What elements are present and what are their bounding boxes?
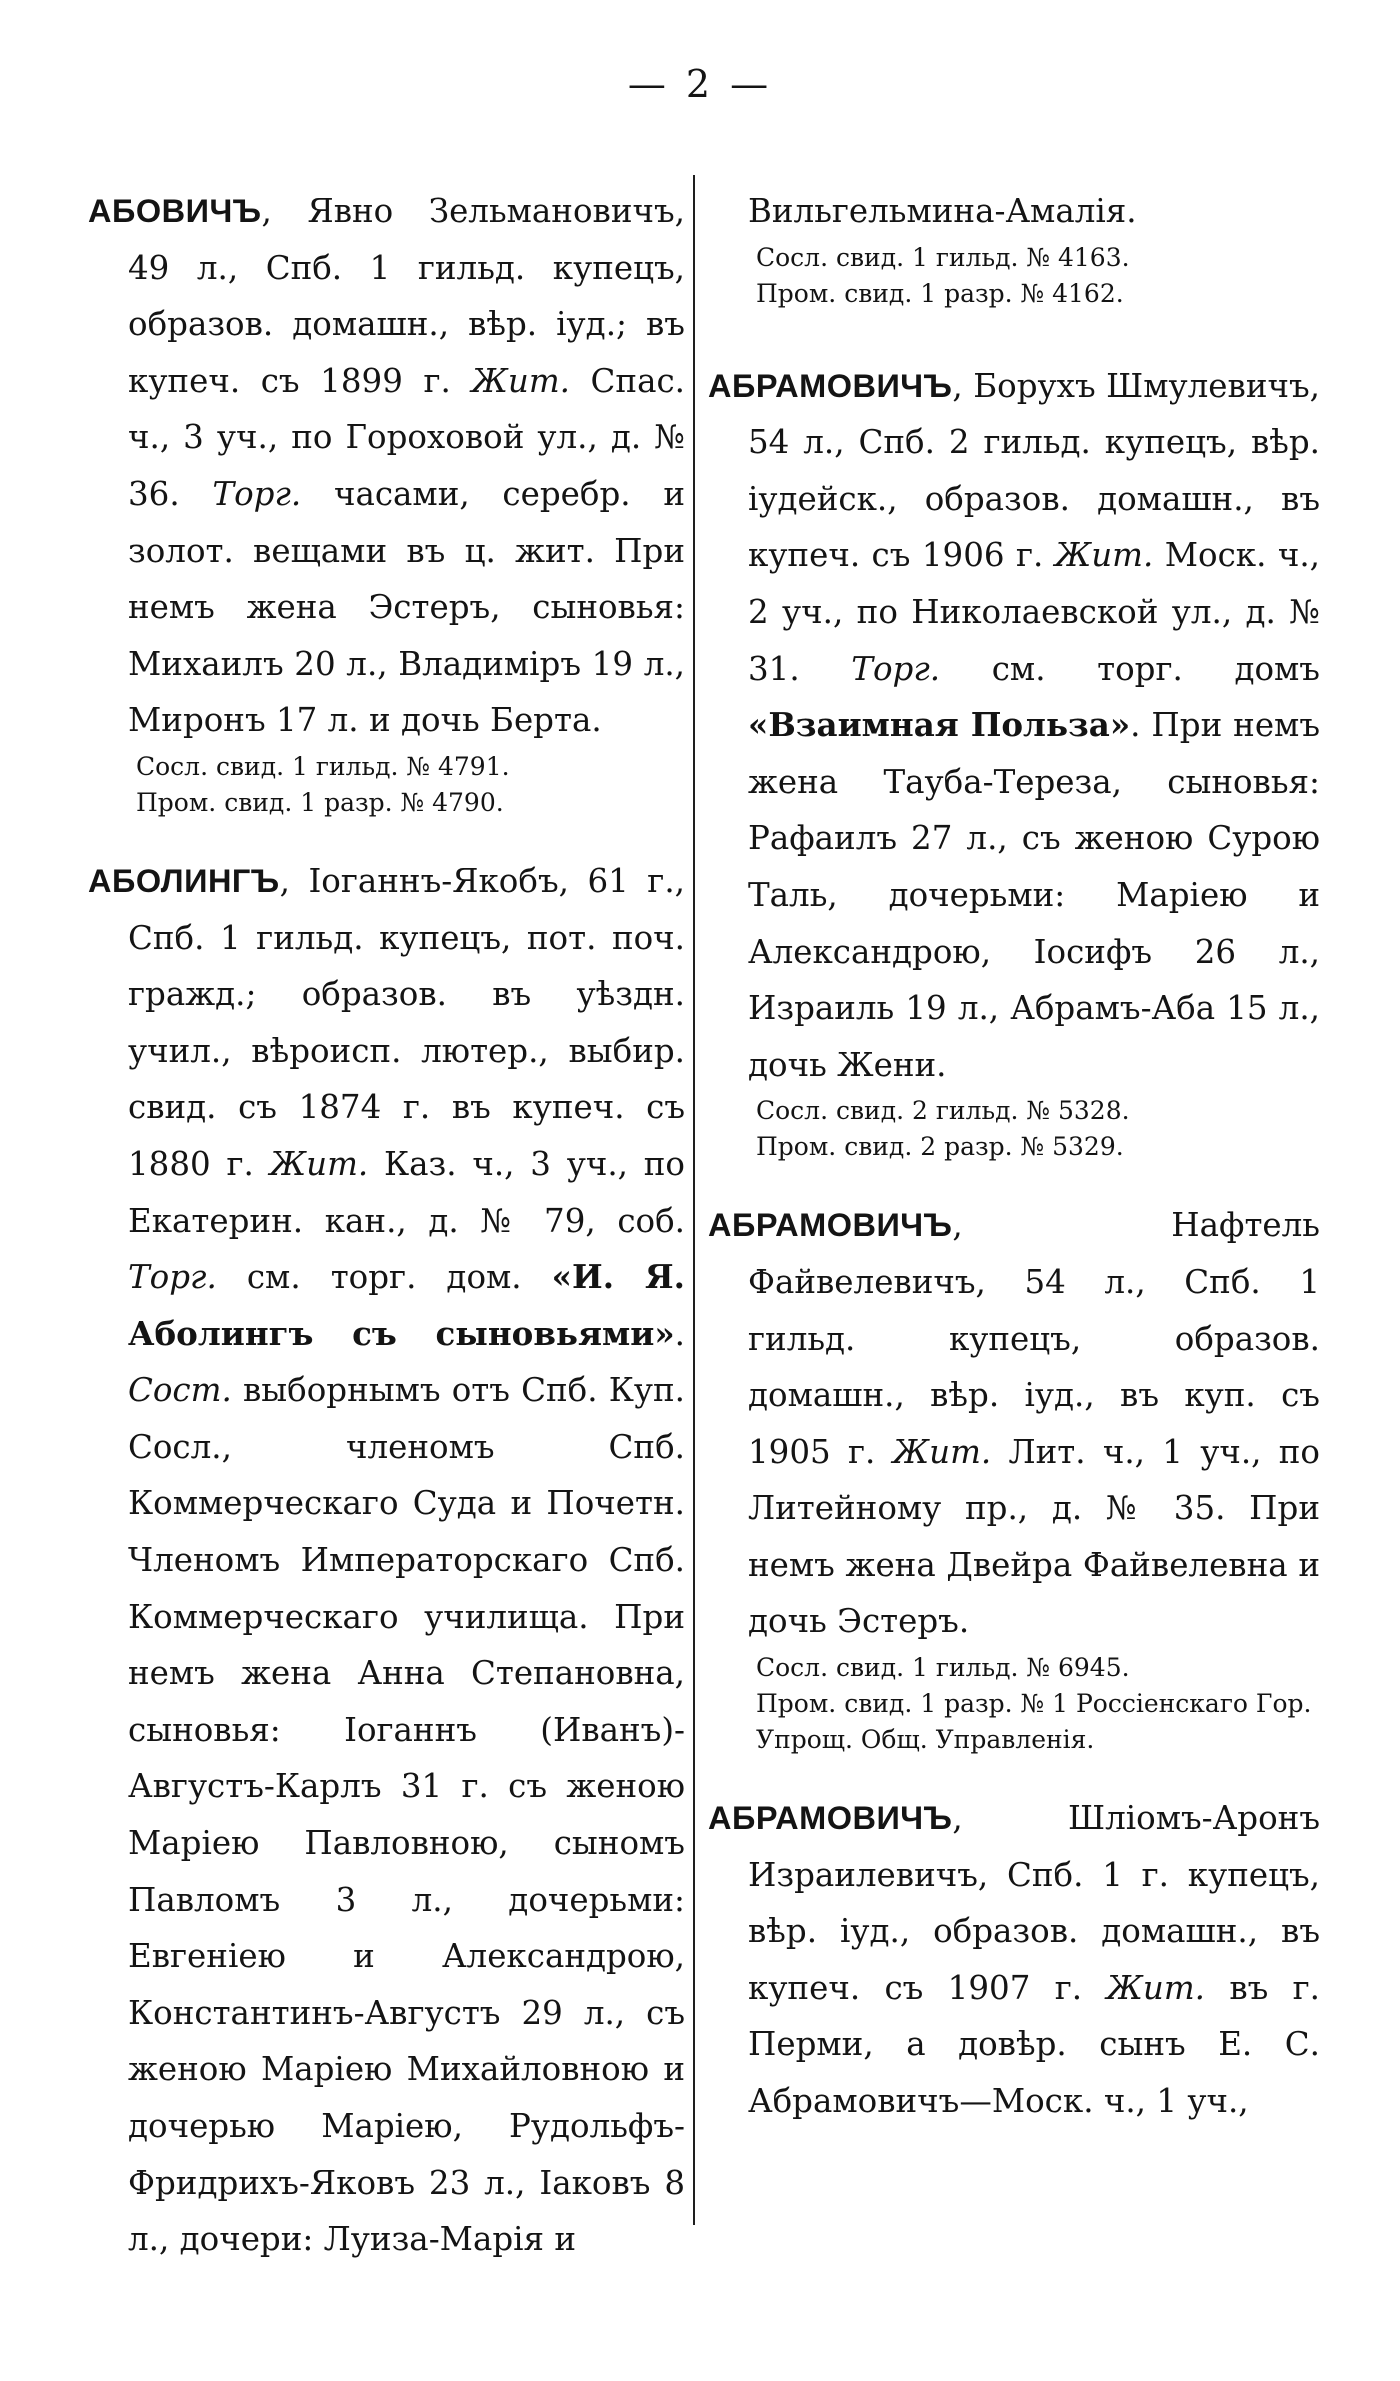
trade-label: Торг. — [851, 649, 941, 688]
residence-label: Жит. — [471, 361, 570, 400]
column-divider — [693, 175, 695, 2225]
entry-body: , Iоганнъ-Якобъ, 61 г., Спб. 1 гильд. купецъ, пот. поч. гражд.; образов. въ уѣздн. учил., вѣроисп. лютер., выбир. свид. съ 1874 г. въ купеч. съ 1880 г. — [128, 861, 685, 1183]
entry-body: Каз. ч., 3 уч., по Екатерин. кан., д. № 79, соб. — [128, 1144, 685, 1240]
trade-label: Торг. — [128, 1258, 217, 1297]
entry-body: Спас. ч., 3 уч., по Гороховой ул., д. № 36. — [128, 361, 685, 513]
residence-label: Жит. — [269, 1144, 369, 1183]
entry-continuation — [708, 183, 1320, 312]
entry-body: выборнымъ отъ Спб. Куп. Сосл., членомъ Спб. Коммерческаго Суда и Почетн. Членомъ Императорскаго Спб. Коммерческаго училища. При немъ жена Анна Степановна, сыновья: Iоганнъ (Иванъ)-Августъ-Карлъ 31 г. съ женою Марiею Павловною, сыномъ Павломъ 3 л., дочерьми: Евгенiею и Александрою, Константинъ-Августъ 29 л., съ женою Марiею Михайловною и дочерью Марiею, Рудольфъ-Фридрихъ-Яковъ 23 л., Iаковъ 8 л., дочери: Луиза-Марiя и — [128, 1371, 685, 2259]
entry-body: , Шлiомъ-Аронъ Израилевичъ, Спб. 1 г. купецъ, вѣр. iуд., образов. домашн., въ купеч. съ 1907 г. — [748, 1799, 1320, 2007]
entry-surname: АБОВИЧЪ — [88, 193, 262, 229]
entry-body: въ г. Перми, а довѣр. сынъ Е. С. Абрамовичъ—Моск. ч., 1 уч., — [748, 1968, 1320, 2121]
trade-certificate: Пром. свид. 1 разр. № 4162. — [756, 278, 1124, 308]
entry-body: Лит. ч., 1 уч., по Литейному пр., д. № 35. При немъ жена Двейра Файвелевна и дочь Эстеръ. — [748, 1432, 1321, 1641]
entry-body: , Явно Зельмановичъ, 49 л., Спб. 1 гильд. купецъ, образов. домашн., вѣр. iуд.; въ купеч. съ 1899 г. — [128, 192, 685, 400]
entry-body: см. торг. дом. — [216, 1258, 552, 1297]
entry-text — [708, 1197, 1320, 1650]
trade-certificate: Пром. свид. 2 разр. № 5329. — [756, 1132, 1124, 1162]
firm-name: «И. Я. Аболингъ съ сыновьями» — [128, 1257, 685, 1353]
estate-certificate: Сосл. свид. 1 гильд. № 6945. — [756, 1653, 1130, 1683]
page-number: — 2 — — [627, 62, 773, 106]
trade-label: Торг. — [212, 474, 302, 513]
residence-label: Жит. — [1054, 536, 1154, 575]
entry-surname: АБРАМОВИЧЪ — [708, 1800, 953, 1837]
entry-body: , Нафтель Файвелевичъ, 54 л., Спб. 1 гильд. купецъ, образов. домашн., вѣр. iуд., въ куп. съ 1905 г. — [748, 1206, 1320, 1471]
entry-body: часами, серебр. и золот. вещами въ ц. жит. При немъ жена Эстеръ, сыновья: Михаилъ 20 л., Владимiръ 19 л., Миронъ 17 л. и дочь Берта. — [128, 474, 685, 740]
entry-body: см. торг. домъ — [940, 649, 1320, 688]
entry-surname: АБОЛИНГЪ — [88, 862, 280, 899]
entry-aboling — [88, 853, 685, 2268]
residence-label: Жит. — [1106, 1968, 1206, 2007]
right-column — [708, 183, 1320, 2162]
entry-text — [708, 1790, 1320, 2130]
entry-abramovich-borukh — [708, 358, 1320, 1166]
entry-body: , Борухъ Шмулевичъ, 54 л., Спб. 2 гильд. купецъ, вѣр. iудейск., образов. домашн., въ купеч. съ 1906 г. — [748, 366, 1320, 575]
estate-certificate: Сосл. свид. 1 гильд. № 4791. — [136, 751, 510, 781]
position-label: Сост. — [128, 1371, 232, 1410]
entry-body: . При немъ жена Тауба-Тереза, сыновья: Рафаилъ 27 л., съ женою Сурою Таль, дочерьми: Марiею и Александрою, Iосифъ 26 л., Израиль 19 л., Абрамъ-Аба 15 л., дочь Жени. — [748, 706, 1321, 1084]
entry-body: Моск. ч., 2 уч., по Николаевской ул., д. № 31. — [748, 536, 1320, 688]
residence-label: Жит. — [892, 1432, 992, 1471]
continuation-text: Вильгельмина-Амалiя. — [748, 192, 1137, 230]
trade-certificate: Пром. свид. 1 разр. № 1 Россiенскаго Гор. Упрощ. Общ. Управленiя. — [756, 1689, 1312, 1755]
entry-body: . — [674, 1314, 685, 1353]
entry-text — [88, 853, 685, 2268]
estate-certificate: Сосл. свид. 2 гильд. № 5328. — [756, 1096, 1130, 1126]
entry-text — [708, 358, 1320, 1094]
entry-abovich — [88, 183, 685, 821]
entry-surname: АБРАМОВИЧЪ — [708, 367, 953, 404]
estate-certificate: Сосл. свид. 1 гильд. № 4163. — [756, 242, 1130, 272]
entry-text — [88, 183, 685, 749]
entry-abramovich-shliom — [708, 1790, 1320, 2130]
entry-surname: АБРАМОВИЧЪ — [708, 1207, 953, 1244]
entry-abramovich-naftel — [708, 1197, 1320, 1758]
left-column — [88, 183, 685, 2300]
trade-certificate: Пром. свид. 1 разр. № 4790. — [136, 787, 504, 817]
firm-name: «Взаимная Польза» — [748, 705, 1131, 745]
